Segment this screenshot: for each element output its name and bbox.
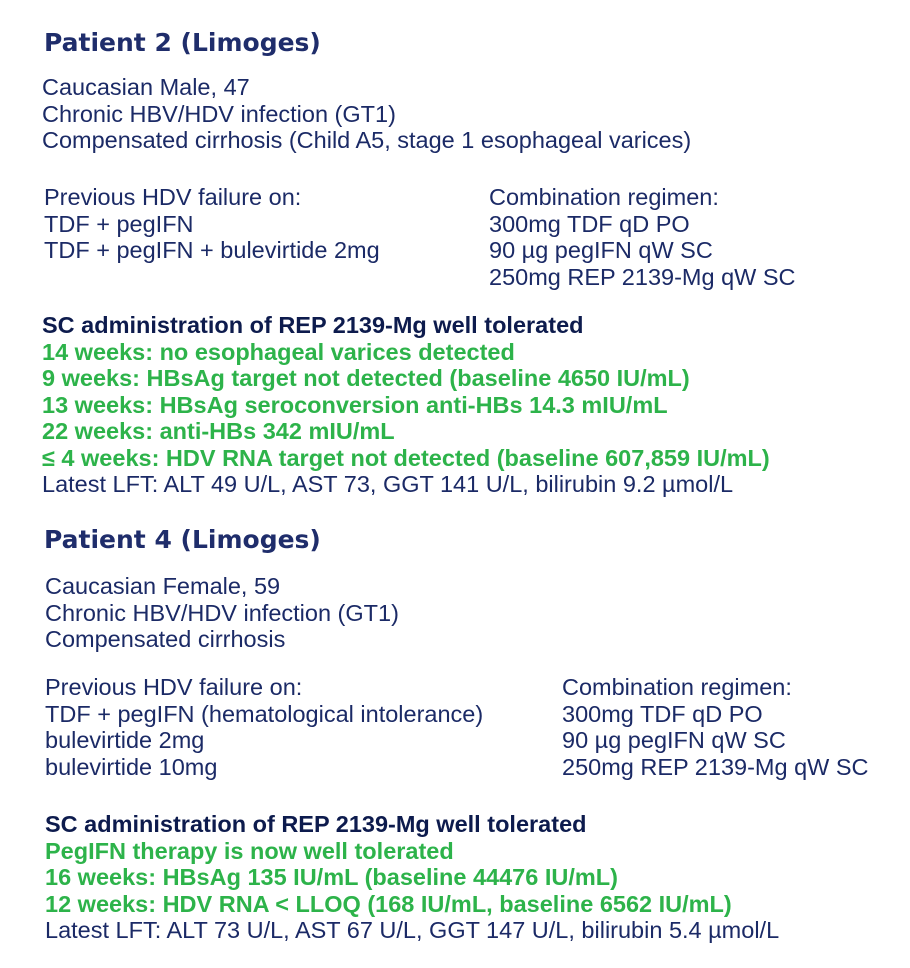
patient-2-previous-failure-line: TDF + pegIFN + bulevirtide 2mg <box>44 237 380 263</box>
patient-4-regimen <box>562 674 869 780</box>
patient-2-previous-failure-line: TDF + pegIFN <box>44 210 194 237</box>
patient-2-demographic-line: Compensated cirrhosis (Child A5, stage 1 esophageal varices) <box>42 127 692 153</box>
patient-4-latest-lft: Latest LFT: ALT 73 U/L, AST 67 U/L, GGT 147 U/L, bilirubin 5.4 µmol/L <box>45 917 780 943</box>
patient-4-outcome: PegIFN therapy is now well tolerated <box>45 837 454 864</box>
patient-2-outcome: 22 weeks: anti-HBs 342 mIU/mL <box>42 418 395 444</box>
patient-2-demographic-line: Caucasian Male, 47 <box>42 74 250 100</box>
patient-4-demographic-line: Caucasian Female, 59 <box>45 573 281 599</box>
patient-4-previous-failure-line: bulevirtide 2mg <box>45 727 205 753</box>
patient-2-regimen-line: Combination regimen: <box>489 184 719 210</box>
patient-2-results <box>42 312 770 498</box>
patient-4-demographics <box>45 573 399 653</box>
patient-4-tolerance: SC administration of REP 2139-Mg well tolerated <box>45 811 587 837</box>
patient-2-title: Patient 2 (Limoges) <box>44 28 321 57</box>
patient-2-latest-lft: Latest LFT: ALT 49 U/L, AST 73, GGT 141 U/L, bilirubin 9.2 µmol/L <box>42 471 734 497</box>
patient-4-regimen-line: 250mg REP 2139-Mg qW SC <box>562 753 869 780</box>
patient-2-regimen-line: 300mg TDF qD PO <box>489 210 690 237</box>
patient-2-outcome: 13 weeks: HBsAg seroconversion anti-HBs 14.3 mIU/mL <box>42 391 668 418</box>
patient-2-regimen-line: 250mg REP 2139-Mg qW SC <box>489 263 796 290</box>
patient-4-demographic-line: Chronic HBV/HDV infection (GT1) <box>45 599 399 626</box>
patient-4-outcome: 12 weeks: HDV RNA < LLOQ (168 IU/mL, baseline 6562 IU/mL) <box>45 890 732 917</box>
patient-4-previous-failure <box>45 674 483 780</box>
patient-4-regimen-line: 90 µg pegIFN qW SC <box>562 727 786 753</box>
patient-2-tolerance: SC administration of REP 2139-Mg well tolerated <box>42 312 584 338</box>
patient-4-outcome: 16 weeks: HBsAg 135 IU/mL (baseline 44476 IU/mL) <box>45 864 618 890</box>
patient-2-demographics <box>42 74 691 154</box>
patient-4-previous-failure-line: TDF + pegIFN (hematological intolerance) <box>45 700 484 727</box>
patient-2-regimen-line: 90 µg pegIFN qW SC <box>489 237 713 263</box>
patient-4-regimen-line: Combination regimen: <box>562 674 792 700</box>
patient-2-outcome: 14 weeks: no esophageal varices detected <box>42 338 515 365</box>
patient-2-demographic-line: Chronic HBV/HDV infection (GT1) <box>42 100 396 127</box>
patient-4-results <box>45 811 779 944</box>
patient-2-outcome: 9 weeks: HBsAg target not detected (baseline 4650 IU/mL) <box>42 365 690 391</box>
patient-4-previous-failure-line: Previous HDV failure on: <box>45 674 303 700</box>
patient-4-title: Patient 4 (Limoges) <box>44 525 321 554</box>
patient-4-demographic-line: Compensated cirrhosis <box>45 626 286 652</box>
patient-2-regimen <box>489 184 796 290</box>
patient-2-outcome: ≤ 4 weeks: HDV RNA target not detected (baseline 607,859 IU/mL) <box>42 444 770 471</box>
patient-2-previous-failure-line: Previous HDV failure on: <box>44 184 302 210</box>
patient-4-previous-failure-line: bulevirtide 10mg <box>45 753 218 780</box>
patient-2-previous-failure <box>44 184 380 264</box>
patient-4-regimen-line: 300mg TDF qD PO <box>562 700 763 727</box>
